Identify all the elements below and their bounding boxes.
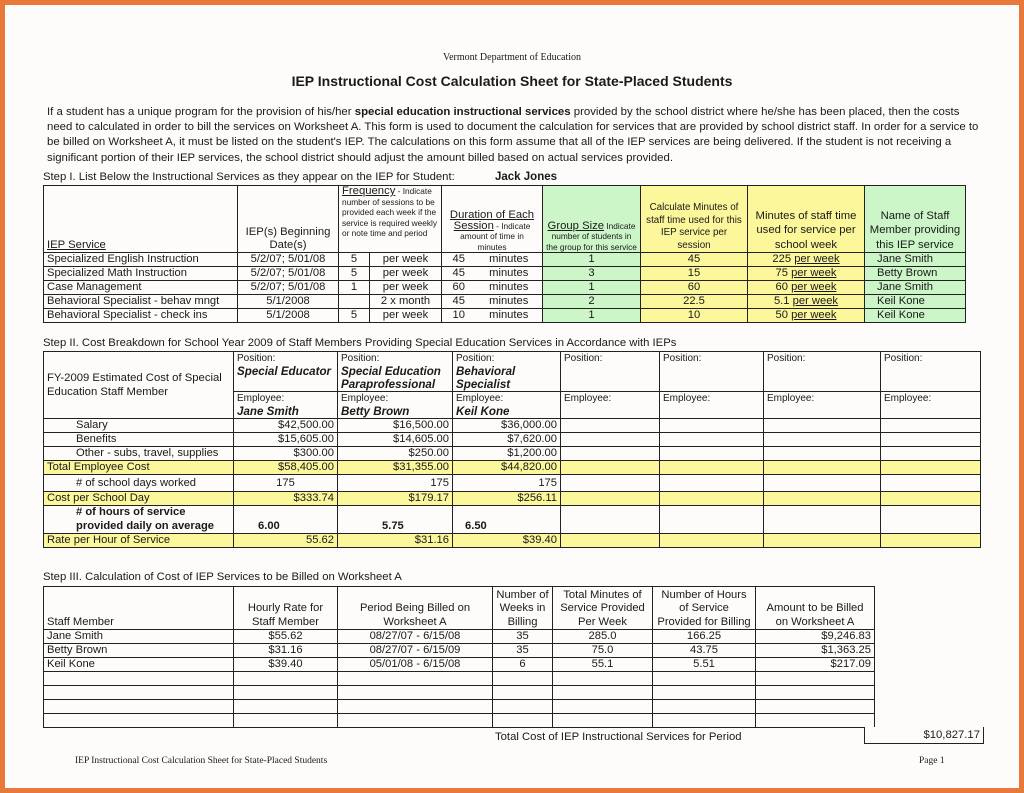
header-staff-name: Name of Staff Member providing this IEP service bbox=[865, 186, 966, 253]
cell-freq-num[interactable]: 1 bbox=[339, 281, 370, 295]
hourly-rate-row bbox=[44, 534, 981, 548]
page-number: Page 1 bbox=[919, 756, 945, 766]
cell-amount: $9,246.83 bbox=[756, 630, 875, 644]
cell-rate[interactable]: $39.40 bbox=[234, 658, 338, 672]
cell-days[interactable] bbox=[660, 475, 764, 492]
cell-dates[interactable]: 5/1/2008 bbox=[238, 309, 339, 323]
cell-staff[interactable]: Jane Smith bbox=[865, 281, 966, 295]
cell-cost-per-day bbox=[881, 492, 981, 506]
student-name[interactable]: Jack Jones bbox=[495, 171, 558, 183]
total-cost-row bbox=[44, 461, 981, 475]
step3-billing-table bbox=[43, 586, 875, 728]
frequency-note: - Indicate number of sessions to be provided each week if the service is required weekly or note time and period bbox=[342, 186, 437, 238]
cell-dates[interactable]: 5/2/07; 5/01/08 bbox=[238, 281, 339, 295]
cell-rate[interactable] bbox=[234, 714, 338, 728]
cell-other[interactable] bbox=[881, 447, 981, 461]
cell-calc: 10 bbox=[641, 309, 748, 323]
cell-total bbox=[561, 461, 660, 475]
table-row bbox=[44, 630, 875, 644]
cell-weeks[interactable] bbox=[493, 714, 553, 728]
cell-duration[interactable]: 45 bbox=[442, 267, 476, 281]
position-cell[interactable] bbox=[764, 352, 881, 392]
cell-staff[interactable] bbox=[44, 686, 234, 700]
employee-value: Keil Kone bbox=[456, 405, 510, 418]
cell-amount: $1,363.25 bbox=[756, 644, 875, 658]
cell-staff[interactable]: Keil Kone bbox=[865, 309, 966, 323]
group-size-title: Group Size bbox=[547, 219, 605, 232]
cell-period[interactable] bbox=[338, 700, 493, 714]
position-cell[interactable] bbox=[881, 352, 981, 392]
cell-calc: 22.5 bbox=[641, 295, 748, 309]
employee-value: Betty Brown bbox=[341, 405, 410, 418]
table-row bbox=[44, 281, 966, 295]
cell-rate: $39.40 bbox=[453, 534, 561, 548]
cell-rate bbox=[561, 534, 660, 548]
cell-rate[interactable] bbox=[234, 700, 338, 714]
cell-weeks[interactable]: 35 bbox=[493, 644, 553, 658]
cell-weeks[interactable] bbox=[493, 686, 553, 700]
position-cell[interactable] bbox=[660, 352, 764, 392]
intro-bold-text: special education instructional services bbox=[354, 106, 571, 118]
table-row bbox=[44, 309, 966, 323]
cell-hours: 43.75 bbox=[653, 644, 756, 658]
table-row bbox=[44, 686, 875, 700]
cell-rate[interactable] bbox=[234, 686, 338, 700]
cell-minutes[interactable]: 285.0 bbox=[553, 630, 653, 644]
cell-benefits[interactable]: $14,605.00 bbox=[338, 433, 453, 447]
cell-salary[interactable] bbox=[881, 419, 981, 433]
cell-week-minutes bbox=[748, 281, 865, 295]
position-label: Position: bbox=[767, 353, 806, 364]
duration-note: - Indicate amount of time in minutes bbox=[460, 220, 531, 252]
header-iep-service: IEP Service bbox=[44, 186, 238, 253]
cell-hours: 5.51 bbox=[653, 658, 756, 672]
employee-label: Employee: bbox=[884, 393, 932, 404]
table-row bbox=[44, 267, 966, 281]
table-row bbox=[44, 700, 875, 714]
cell-other[interactable]: $300.00 bbox=[234, 447, 338, 461]
cell-benefits[interactable] bbox=[764, 433, 881, 447]
cell-period[interactable] bbox=[338, 672, 493, 686]
cell-amount bbox=[756, 700, 875, 714]
header-duration bbox=[442, 186, 543, 253]
step3-heading: Step III. Calculation of Cost of IEP Services to be Billed on Worksheet A bbox=[43, 571, 402, 583]
cell-hours[interactable] bbox=[881, 506, 981, 534]
cell-benefits[interactable]: $7,620.00 bbox=[453, 433, 561, 447]
cell-cost-per-day: $333.74 bbox=[234, 492, 338, 506]
cell-group[interactable]: 3 bbox=[543, 267, 641, 281]
cell-group[interactable]: 1 bbox=[543, 253, 641, 267]
position-value: Special Educator bbox=[237, 365, 332, 378]
cell-duration-unit: minutes bbox=[476, 309, 543, 323]
cell-staff[interactable]: Jane Smith bbox=[44, 630, 234, 644]
week-minutes-value: 50 bbox=[775, 309, 788, 321]
week-minutes-value: 75 bbox=[775, 267, 788, 279]
group-size-note: Indicate number of students in the group for this service bbox=[546, 220, 637, 252]
cell-duration[interactable]: 45 bbox=[442, 253, 476, 267]
document-page bbox=[5, 5, 1019, 788]
cell-rate: $31.16 bbox=[338, 534, 453, 548]
cell-benefits[interactable]: $15,605.00 bbox=[234, 433, 338, 447]
cell-period[interactable] bbox=[338, 714, 493, 728]
cell-cost-per-day: $256.11 bbox=[453, 492, 561, 506]
cell-duration-unit: minutes bbox=[476, 295, 543, 309]
week-unit: per week bbox=[791, 281, 837, 293]
header-total-minutes: Total Minutes of Service Provided Per Week bbox=[553, 587, 653, 630]
cell-other[interactable] bbox=[660, 447, 764, 461]
cell-benefits[interactable] bbox=[881, 433, 981, 447]
cell-service[interactable]: Case Management bbox=[44, 281, 238, 295]
footer-title: IEP Instructional Cost Calculation Sheet for State-Placed Students bbox=[75, 756, 328, 766]
cell-amount bbox=[756, 672, 875, 686]
department-name: Vermont Department of Education bbox=[442, 52, 581, 63]
cell-service[interactable]: Specialized Math Instruction bbox=[44, 267, 238, 281]
cell-minutes[interactable]: 75.0 bbox=[553, 644, 653, 658]
step1-heading: Step I. List Below the Instructional Services as they appear on the IEP for Student: bbox=[43, 171, 455, 183]
cell-hours[interactable] bbox=[764, 506, 881, 534]
cell-freq-period[interactable]: per week bbox=[370, 281, 442, 295]
cell-rate bbox=[764, 534, 881, 548]
position-label: Position: bbox=[237, 353, 276, 364]
cell-hours bbox=[653, 672, 756, 686]
cell-benefits[interactable] bbox=[561, 433, 660, 447]
header-hours: Number of Hours of Service Provided for Billing bbox=[653, 587, 756, 630]
cell-salary[interactable] bbox=[660, 419, 764, 433]
cell-dates[interactable]: 5/2/07; 5/01/08 bbox=[238, 253, 339, 267]
hours-daily-row bbox=[44, 506, 981, 534]
cell-staff[interactable] bbox=[44, 714, 234, 728]
cell-days[interactable] bbox=[764, 475, 881, 492]
cell-calc: 15 bbox=[641, 267, 748, 281]
table-row bbox=[44, 253, 966, 267]
cell-staff[interactable] bbox=[44, 700, 234, 714]
cell-total bbox=[660, 461, 764, 475]
cell-week-minutes bbox=[748, 267, 865, 281]
cell-freq-period[interactable]: per week bbox=[370, 267, 442, 281]
employee-label: Employee: bbox=[237, 393, 285, 404]
cell-other[interactable]: $1,200.00 bbox=[453, 447, 561, 461]
cell-calc: 45 bbox=[641, 253, 748, 267]
cell-dates[interactable]: 5/2/07; 5/01/08 bbox=[238, 267, 339, 281]
week-unit: per week bbox=[791, 309, 837, 321]
step2-heading: Step II. Cost Breakdown for School Year 2009 of Staff Members Providing Special Education Services in Accordance with IEPs bbox=[43, 337, 677, 349]
cell-weeks[interactable]: 35 bbox=[493, 630, 553, 644]
cell-dates[interactable]: 5/1/2008 bbox=[238, 295, 339, 309]
cell-days[interactable] bbox=[881, 475, 981, 492]
cell-hours[interactable] bbox=[660, 506, 764, 534]
salary-row bbox=[44, 419, 981, 433]
week-unit: per week bbox=[791, 267, 837, 279]
position-label: Position: bbox=[456, 353, 495, 364]
table-row bbox=[44, 658, 875, 672]
cell-duration[interactable]: 10 bbox=[442, 309, 476, 323]
cell-benefits[interactable] bbox=[660, 433, 764, 447]
intro-text-2: provided by the school district where he/she has been placed, then the costs need to calculated in order to bill the services on Worksheet A. This form is used to document the calculation for services that are provided by school district staff. In order for a service to be billed on Worksheet A, it must be listed on the student's IEP. The calculations on this form assume that all of the IEP services are being delivered. If the student is not receiving a significant portion of their IEP services, the school district should adjust the amount billed based on actual services provided. bbox=[47, 106, 979, 164]
cell-week-minutes bbox=[748, 295, 865, 309]
cell-days[interactable]: 175 bbox=[338, 475, 453, 492]
week-minutes-value: 60 bbox=[775, 281, 788, 293]
total-cost-value: $10,827.17 bbox=[864, 727, 984, 744]
cell-freq-period[interactable]: 2 x month bbox=[370, 295, 442, 309]
cell-rate[interactable]: $31.16 bbox=[234, 644, 338, 658]
benefits-row bbox=[44, 433, 981, 447]
header-staff-member: Staff Member bbox=[44, 587, 234, 630]
cell-duration[interactable]: 45 bbox=[442, 295, 476, 309]
cell-salary[interactable]: $16,500.00 bbox=[338, 419, 453, 433]
position-value: Special Education Paraprofessional bbox=[341, 365, 441, 391]
row-label-rate: Rate per Hour of Service bbox=[44, 534, 234, 548]
cell-cost-per-day bbox=[561, 492, 660, 506]
corner-label: FY-2009 Estimated Cost of Special Education Staff Member bbox=[44, 352, 234, 419]
employee-cell[interactable] bbox=[764, 392, 881, 419]
employee-cell[interactable] bbox=[561, 392, 660, 419]
cell-freq-num[interactable]: 5 bbox=[339, 267, 370, 281]
frequency-title: Frequency bbox=[342, 185, 396, 197]
cell-staff[interactable] bbox=[44, 672, 234, 686]
position-label: Position: bbox=[341, 353, 380, 364]
header-minutes-per-week: Minutes of staff time used for service per school week bbox=[748, 186, 865, 253]
header-weeks: Number of Weeks in Billing bbox=[493, 587, 553, 630]
position-value: Behavioral Specialist bbox=[456, 365, 516, 391]
cell-hours[interactable]: 6.00 bbox=[234, 506, 338, 534]
position-row bbox=[44, 352, 981, 392]
cell-minutes[interactable] bbox=[553, 714, 653, 728]
cell-staff[interactable]: Keil Kone bbox=[865, 295, 966, 309]
step2-cost-table bbox=[43, 351, 981, 548]
cell-staff[interactable]: Betty Brown bbox=[865, 267, 966, 281]
cell-cost-per-day bbox=[660, 492, 764, 506]
cell-group[interactable]: 1 bbox=[543, 309, 641, 323]
cell-freq-period[interactable]: per week bbox=[370, 253, 442, 267]
cell-group[interactable]: 1 bbox=[543, 281, 641, 295]
header-group-size bbox=[543, 186, 641, 253]
duration-title: Duration of Each Session bbox=[449, 209, 535, 232]
row-label-days: # of school days worked bbox=[44, 475, 234, 492]
employee-label: Employee: bbox=[341, 393, 389, 404]
cell-week-minutes bbox=[748, 309, 865, 323]
cell-service[interactable]: Behavioral Specialist - behav mngt bbox=[44, 295, 238, 309]
cell-hours bbox=[653, 714, 756, 728]
cell-rate: 55.62 bbox=[234, 534, 338, 548]
cell-other[interactable] bbox=[561, 447, 660, 461]
cell-hours bbox=[653, 700, 756, 714]
cell-salary[interactable]: $42,500.00 bbox=[234, 419, 338, 433]
cell-period[interactable]: 08/27/07 - 6/15/09 bbox=[338, 644, 493, 658]
table-row bbox=[44, 714, 875, 728]
row-label-other: Other - subs, travel, supplies bbox=[44, 447, 234, 461]
cell-total bbox=[881, 461, 981, 475]
week-minutes-value: 5.1 bbox=[773, 295, 790, 307]
header-frequency bbox=[339, 186, 442, 253]
cell-weeks[interactable] bbox=[493, 672, 553, 686]
cell-total: $31,355.00 bbox=[338, 461, 453, 475]
header-period: Period Being Billed on Worksheet A bbox=[338, 587, 493, 630]
cell-group[interactable]: 2 bbox=[543, 295, 641, 309]
cell-rate[interactable]: $55.62 bbox=[234, 630, 338, 644]
cell-total: $58,405.00 bbox=[234, 461, 338, 475]
cell-cost-per-day: $179.17 bbox=[338, 492, 453, 506]
cell-staff[interactable]: Keil Kone bbox=[44, 658, 234, 672]
employee-cell[interactable] bbox=[660, 392, 764, 419]
cell-hours: 166.25 bbox=[653, 630, 756, 644]
cell-minutes[interactable] bbox=[553, 686, 653, 700]
employee-cell[interactable] bbox=[453, 392, 561, 419]
cell-hours[interactable] bbox=[561, 506, 660, 534]
step1-services-table bbox=[43, 185, 966, 323]
cell-salary[interactable]: $36,000.00 bbox=[453, 419, 561, 433]
row-label-hours: # of hours of service provided daily on average bbox=[44, 506, 234, 534]
row-label-cost-per-day: Cost per School Day bbox=[44, 492, 234, 506]
cell-staff[interactable]: Jane Smith bbox=[865, 253, 966, 267]
week-unit: per week bbox=[792, 295, 839, 307]
cell-days[interactable] bbox=[561, 475, 660, 492]
cell-total: $44,820.00 bbox=[453, 461, 561, 475]
cell-period[interactable] bbox=[338, 686, 493, 700]
row-label-salary: Salary bbox=[44, 419, 234, 433]
other-costs-row bbox=[44, 447, 981, 461]
cell-minutes[interactable]: 55.1 bbox=[553, 658, 653, 672]
cell-rate[interactable] bbox=[234, 672, 338, 686]
cell-amount bbox=[756, 714, 875, 728]
cell-salary[interactable] bbox=[561, 419, 660, 433]
cell-freq-num[interactable]: 5 bbox=[339, 309, 370, 323]
row-label-total: Total Employee Cost bbox=[44, 461, 234, 475]
cell-duration-unit: minutes bbox=[476, 253, 543, 267]
employee-cell[interactable] bbox=[234, 392, 338, 419]
table-row bbox=[44, 295, 966, 309]
employee-label: Employee: bbox=[767, 393, 815, 404]
cost-per-day-row bbox=[44, 492, 981, 506]
cell-period[interactable]: 08/27/07 - 6/15/08 bbox=[338, 630, 493, 644]
cell-amount bbox=[756, 686, 875, 700]
row-label-benefits: Benefits bbox=[44, 433, 234, 447]
cell-days[interactable]: 175 bbox=[234, 475, 338, 492]
cell-hours[interactable]: 5.75 bbox=[338, 506, 453, 534]
cell-amount: $217.09 bbox=[756, 658, 875, 672]
cell-staff[interactable]: Betty Brown bbox=[44, 644, 234, 658]
cell-freq-period[interactable]: per week bbox=[370, 309, 442, 323]
header-calc-minutes: Calculate Minutes of staff time used for this IEP service per session bbox=[641, 186, 748, 253]
table-row bbox=[44, 644, 875, 658]
cell-freq-num[interactable] bbox=[339, 295, 370, 309]
intro-text-1: If a student has a unique program for the provision of his/her bbox=[47, 106, 355, 118]
employee-value: Jane Smith bbox=[237, 405, 299, 418]
table-row bbox=[44, 672, 875, 686]
cell-minutes[interactable] bbox=[553, 700, 653, 714]
cell-salary[interactable] bbox=[764, 419, 881, 433]
position-label: Position: bbox=[564, 353, 603, 364]
employee-label: Employee: bbox=[663, 393, 711, 404]
position-label: Position: bbox=[884, 353, 923, 364]
position-cell[interactable] bbox=[338, 352, 453, 392]
position-cell[interactable] bbox=[561, 352, 660, 392]
step1-header-row bbox=[44, 186, 966, 253]
employee-label: Employee: bbox=[564, 393, 612, 404]
step3-header-row bbox=[44, 587, 875, 630]
header-beginning-dates: IEP(s) Beginning Date(s) bbox=[238, 186, 339, 253]
cell-weeks[interactable] bbox=[493, 700, 553, 714]
header-hourly-rate: Hourly Rate for Staff Member bbox=[234, 587, 338, 630]
cell-cost-per-day bbox=[764, 492, 881, 506]
cell-other[interactable] bbox=[764, 447, 881, 461]
cell-service[interactable]: Behavioral Specialist - check ins bbox=[44, 309, 238, 323]
cell-duration-unit: minutes bbox=[476, 267, 543, 281]
page-title: IEP Instructional Cost Calculation Sheet for State-Placed Students bbox=[291, 73, 733, 89]
week-minutes-value: 225 bbox=[772, 253, 792, 265]
cell-rate bbox=[660, 534, 764, 548]
cell-hours[interactable]: 6.50 bbox=[453, 506, 561, 534]
header-amount: Amount to be Billed on Worksheet A bbox=[756, 587, 875, 630]
cell-freq-num[interactable]: 5 bbox=[339, 253, 370, 267]
employee-cell[interactable] bbox=[881, 392, 981, 419]
position-cell[interactable] bbox=[234, 352, 338, 392]
cell-period[interactable]: 05/01/08 - 6/15/08 bbox=[338, 658, 493, 672]
days-worked-row bbox=[44, 475, 981, 492]
cell-weeks[interactable]: 6 bbox=[493, 658, 553, 672]
cell-week-minutes bbox=[748, 253, 865, 267]
intro-paragraph bbox=[47, 105, 987, 166]
cell-hours bbox=[653, 686, 756, 700]
cell-duration-unit: minutes bbox=[476, 281, 543, 295]
employee-cell[interactable] bbox=[338, 392, 453, 419]
cell-other[interactable]: $250.00 bbox=[338, 447, 453, 461]
employee-label: Employee: bbox=[456, 393, 504, 404]
position-label: Position: bbox=[663, 353, 702, 364]
cell-rate bbox=[881, 534, 981, 548]
cell-calc: 60 bbox=[641, 281, 748, 295]
cell-duration[interactable]: 60 bbox=[442, 281, 476, 295]
cell-service[interactable]: Specialized English Instruction bbox=[44, 253, 238, 267]
cell-days[interactable]: 175 bbox=[453, 475, 561, 492]
position-cell[interactable] bbox=[453, 352, 561, 392]
cell-minutes[interactable] bbox=[553, 672, 653, 686]
week-unit: per week bbox=[794, 253, 840, 265]
total-cost-label: Total Cost of IEP Instructional Services for Period bbox=[495, 731, 742, 743]
cell-total bbox=[764, 461, 881, 475]
